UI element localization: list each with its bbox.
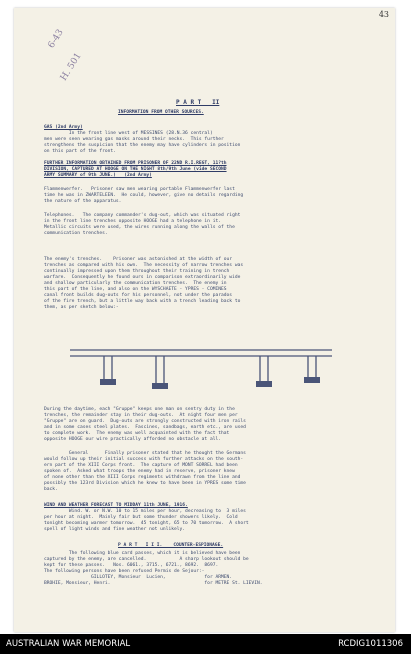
tele-line: Metallic circuits were used, the wires running along the walls of the: [44, 225, 235, 230]
general-line: possibly the 123rd Division which he knew to have been in YPRES some time: [44, 481, 246, 486]
footer-record-id: RCDIG1011306: [338, 639, 403, 649]
dugout-trench: [156, 356, 164, 384]
weather-line: per hour at night. Mainly fair but some thunder showers likely. Cold: [44, 515, 238, 520]
general-line: General Finally prisoner stated that he thought the Germans: [44, 451, 246, 456]
during-line: "Gruppe" are on guard. Dug-outs are strongly constructed with iron rails: [44, 419, 246, 424]
dugout: [100, 379, 116, 385]
general-line: back.: [44, 487, 58, 492]
part3-line: The following persons have been refused Permis de Sejour:-: [44, 569, 205, 574]
part3-line: kept for these passes. Nos. 6061., 3715., 6721., 8692. 8697.: [44, 563, 219, 568]
footer-source: AUSTRALIAN WAR MEMORIAL: [6, 639, 131, 649]
general-line: ern part of the XIII Corps front. The capture of MONT SORREL had been: [44, 463, 238, 468]
gas-heading: GAS (2nd Army): [44, 125, 83, 130]
general-line: spoken of. Asked what troops the enemy had in reserve, prisoner knew: [44, 469, 235, 474]
enemy-line: The enemy's trenches. Prisoner was astonished at the width of our: [44, 257, 233, 262]
pencil-mark-bottom: H. 501: [58, 51, 84, 83]
dugout: [152, 383, 168, 389]
part3-line: BROHIE, Monsieur, Henri. for METRE St. LIEVIN.: [44, 581, 263, 586]
tele-line: communication trenches.: [44, 231, 108, 236]
weather-line: spell of light winds and fine weather not unlikely.: [44, 527, 186, 532]
during-line: During the daytime, each "Gruppe" keeps one man on sentry duty in the: [44, 407, 235, 412]
further-line: ARMY SUMMARY of 9th JUNE.) (2nd Army): [44, 173, 152, 178]
enemy-line: them, as per sketch below:-: [44, 305, 119, 310]
enemy-line: continually impressed upon them throughout their training in trench: [44, 269, 230, 274]
flame-line: time he was in ZWARTELEEN. He could, however, give no details regarding: [44, 193, 244, 198]
enemy-line: of the fire trench, but a little way back with a trench leading back to: [44, 299, 241, 304]
during-line: trenches, the remainder stay in their dug-outs. At night four men per: [44, 413, 238, 418]
enemy-line: this part of the line, and also on the WYSCHAETE - YPRES - COMINES: [44, 287, 227, 292]
trench-sketch: [70, 334, 332, 392]
dugout-trench: [260, 356, 268, 382]
part3-line: The following blue card passes, which it is believed have been: [44, 551, 241, 556]
tele-line: Telephones. The company commander's dug-out, which was situated right: [44, 213, 241, 218]
part3-line: captured by the enemy, are cancelled. A sharp lookout should be: [44, 557, 249, 562]
part2-title: P A R T II: [176, 99, 220, 106]
part3-title: P A R T I I I. COUNTER-ESPIONAGE.: [118, 543, 224, 548]
gas-line: on this part of the front.: [44, 149, 116, 154]
weather-line: Wind. W. or N.W. 10 to 15 miles per hour, decreasing to 3 miles: [44, 509, 246, 514]
enemy-line: and shallow particularly the communication trenches. The enemy in: [44, 281, 227, 286]
enemy-line: warfare. Consequently he found ours in comparison extraordinarily wide: [44, 275, 241, 280]
general-line: would follow up their initial success with further attacks on the south-: [44, 457, 244, 462]
during-line: opposite HOOGE our wire practically afforded no obstacle at all.: [44, 437, 222, 442]
pencil-mark-top: 6-43: [46, 27, 66, 51]
during-line: and in some cases steel plates. Fascines, sandbags, earth etc., are used: [44, 425, 246, 430]
dugout: [256, 381, 272, 387]
further-line: FURTHER INFORMATION OBTAINED FROM PRISONER OF 22ND R.I.REGT, 11?th: [44, 161, 227, 166]
enemy-line: canal front builds dug-outs for his personnel, not under the parados: [44, 293, 233, 298]
dugout: [304, 377, 320, 383]
further-line: DIVISION, CAPTURED AT HOOGE ON THE NIGHT 8th/9th June (vide SECOND: [44, 167, 227, 172]
part3-line: GILLOTEY, Monsieur Lucien, for ARMEN.: [44, 575, 233, 580]
gas-line: strengthens the suspicion that the enemy may have cylinders in position: [44, 143, 241, 148]
gas-line: In the front line west of MESSINES (28.N.36 central): [44, 131, 213, 136]
gas-line: men were seen wearing gas masks around their necks. This further: [44, 137, 224, 142]
dugout-trench: [308, 356, 316, 378]
general-line: of none other than the XIII Corps regiments withdrawn from the line and: [44, 475, 241, 480]
weather-heading: WIND AND WEATHER FORECAST TO MIDDAY 11th JUNE, 1916.: [44, 503, 188, 508]
tele-line: in the front line trenches opposite HOOGE had a telephone in it.: [44, 219, 222, 224]
during-line: to complete work. The enemy was well acquainted with the fact that: [44, 431, 230, 436]
flame-line: the nature of the apparatus.: [44, 199, 122, 204]
enemy-line: trenches as compared with his own. The necessity of narrow trenches was: [44, 263, 244, 268]
flame-line: Flammenwerfer. Prisoner saw men wearing portable Flammenwerfer last: [44, 187, 235, 192]
page-number: 43: [378, 10, 389, 19]
dugout-trench: [104, 356, 112, 380]
footer-bar: [0, 634, 411, 654]
part2-subtitle: INFORMATION FROM OTHER SOURCES.: [118, 110, 204, 115]
weather-line: tonight becoming warmer tomorrow. 45 tonight, 65 to 70 tomorrow. A short: [44, 521, 249, 526]
